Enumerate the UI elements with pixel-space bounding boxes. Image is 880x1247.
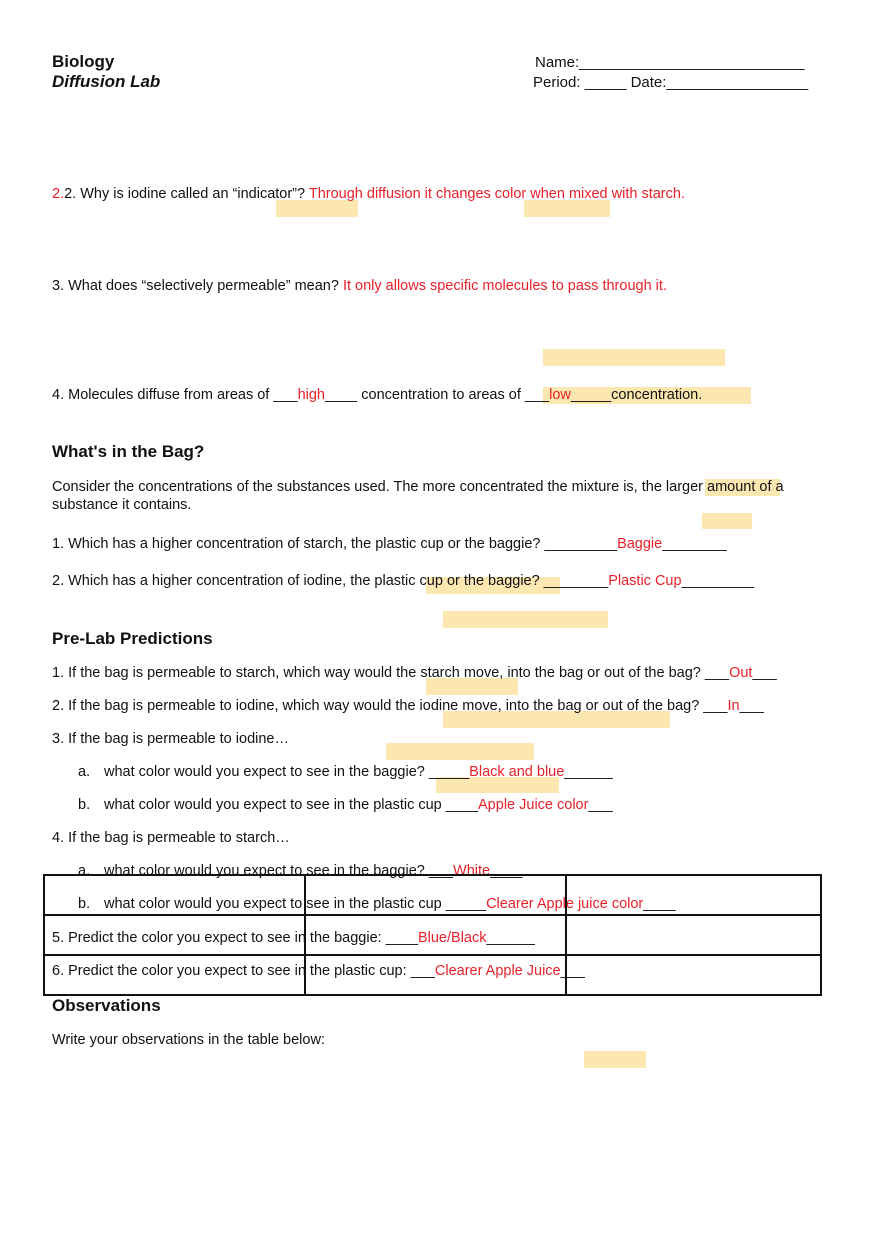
highlight-mark	[702, 513, 752, 529]
question-text: 1. Which has a higher concentration of starch, the plastic cup or the baggie? _________	[52, 536, 618, 552]
question-diffuse	[52, 387, 702, 404]
answer-blank: ______	[486, 930, 535, 946]
question-text: what color would you expect to see in the baggie? ___	[104, 863, 454, 879]
item-label: a.	[78, 764, 91, 780]
question-text: 1. If the bag is permeable to starch, which way would the starch move, into the bag or out of the bag? ___	[52, 665, 730, 681]
highlight-mark	[443, 611, 608, 628]
answer-text: In	[727, 698, 740, 714]
bag-intro-line1: Consider the concentrations of the substances used. The more concentrated the mixture is, the larger amount of a	[52, 479, 784, 495]
table-cell[interactable]	[305, 915, 566, 955]
observations-instruction: Write your observations in the table below:	[52, 1032, 325, 1048]
question-text: ____ concentration to areas of ___	[324, 387, 550, 403]
bag-question-starch	[52, 536, 727, 553]
section-heading-prelab: Pre-Lab Predictions	[52, 629, 213, 648]
question-indicator	[52, 186, 685, 203]
answer-text: Blue/Black	[417, 930, 487, 946]
question-text: 3. What does “selectively permeable” mean?	[52, 278, 339, 294]
question-text: 4. Molecules diffuse from areas of ___	[52, 387, 298, 403]
answer-text: Apple Juice color	[478, 797, 589, 813]
observation-table	[43, 874, 822, 996]
question-permeable	[52, 278, 667, 295]
table-cell[interactable]	[44, 955, 305, 995]
answer-blank: ___	[752, 665, 777, 681]
table-row	[44, 955, 821, 995]
table-cell[interactable]	[305, 875, 566, 915]
item-label: b.	[78, 797, 91, 813]
table-cell[interactable]	[44, 915, 305, 955]
item-label: a.	[78, 863, 91, 879]
table-cell[interactable]	[566, 875, 821, 915]
answer-blank: ____	[643, 896, 676, 912]
question-text: what color would you expect to see in the plastic cup _____	[104, 896, 487, 912]
answer-text: Through diffusion it changes color when mixed with starch.	[308, 186, 685, 202]
period-date-field: Period: _____ Date:_________________	[533, 74, 809, 91]
question-text: what color would you expect to see in the plastic cup ____	[104, 797, 479, 813]
table-cell[interactable]	[566, 915, 821, 955]
answer-blank: ___	[739, 698, 764, 714]
answer-text: Clearer Apple juice color	[486, 896, 644, 912]
answer-text: high	[297, 387, 325, 403]
answer-blank: _________	[681, 573, 755, 589]
answer-text: Baggie	[617, 536, 663, 552]
section-heading-bag: What's in the Bag?	[52, 442, 205, 461]
question-text: 2. If the bag is permeable to iodine, which way would the iodine move, into the bag or out of the bag? ___	[52, 698, 728, 714]
answer-text: Clearer Apple Juice	[434, 963, 561, 979]
question-text: 6. Predict the color you expect to see in the plastic cup: ___	[52, 963, 435, 979]
prelab-q2	[52, 698, 764, 715]
answer-blank: ____	[490, 863, 523, 879]
bag-question-iodine	[52, 573, 754, 590]
prelab-q3-stem: 3. If the bag is permeable to iodine…	[52, 731, 289, 747]
prelab-q3a	[78, 764, 613, 781]
highlight-mark	[584, 1051, 646, 1068]
answer-text: Black and blue	[469, 764, 565, 780]
answer-blank: ______	[564, 764, 613, 780]
prelab-q3b	[78, 797, 613, 814]
highlight-mark	[386, 743, 534, 760]
question-text: _____concentration.	[570, 387, 703, 403]
answer-text: White	[453, 863, 491, 879]
answer-blank: ________	[662, 536, 727, 552]
answer-text: Out	[729, 665, 753, 681]
course-title: Biology	[52, 52, 115, 71]
question-text: what color would you expect to see in the baggie? _____	[104, 764, 470, 780]
question-text: 2. Which has a higher concentration of iodine, the plastic cup or the baggie? ________	[52, 573, 609, 589]
answer-text: Plastic Cup	[608, 573, 682, 589]
table-cell[interactable]	[44, 875, 305, 915]
table-cell[interactable]	[305, 955, 566, 995]
question-text: 2. Why is iodine called an “indicator”?	[64, 186, 306, 202]
table-row	[44, 875, 821, 915]
section-heading-observations: Observations	[52, 996, 161, 1015]
table-cell[interactable]	[566, 955, 821, 995]
table-row	[44, 915, 821, 955]
prelab-q1	[52, 665, 777, 682]
question-number: 2.	[52, 186, 65, 202]
bag-intro-line2: substance it contains.	[52, 497, 192, 513]
answer-text: It only allows specific molecules to pass through it.	[342, 278, 667, 294]
answer-blank: ___	[588, 797, 613, 813]
highlight-mark	[543, 349, 725, 366]
answer-blank: ___	[560, 963, 585, 979]
name-field: Name:___________________________	[535, 54, 805, 71]
lab-title: Diffusion Lab	[52, 72, 161, 91]
answer-text: low	[549, 387, 571, 403]
question-text: 5. Predict the color you expect to see in the baggie: ____	[52, 930, 418, 946]
prelab-q4-stem: 4. If the bag is permeable to starch…	[52, 830, 290, 846]
item-label: b.	[78, 896, 91, 912]
